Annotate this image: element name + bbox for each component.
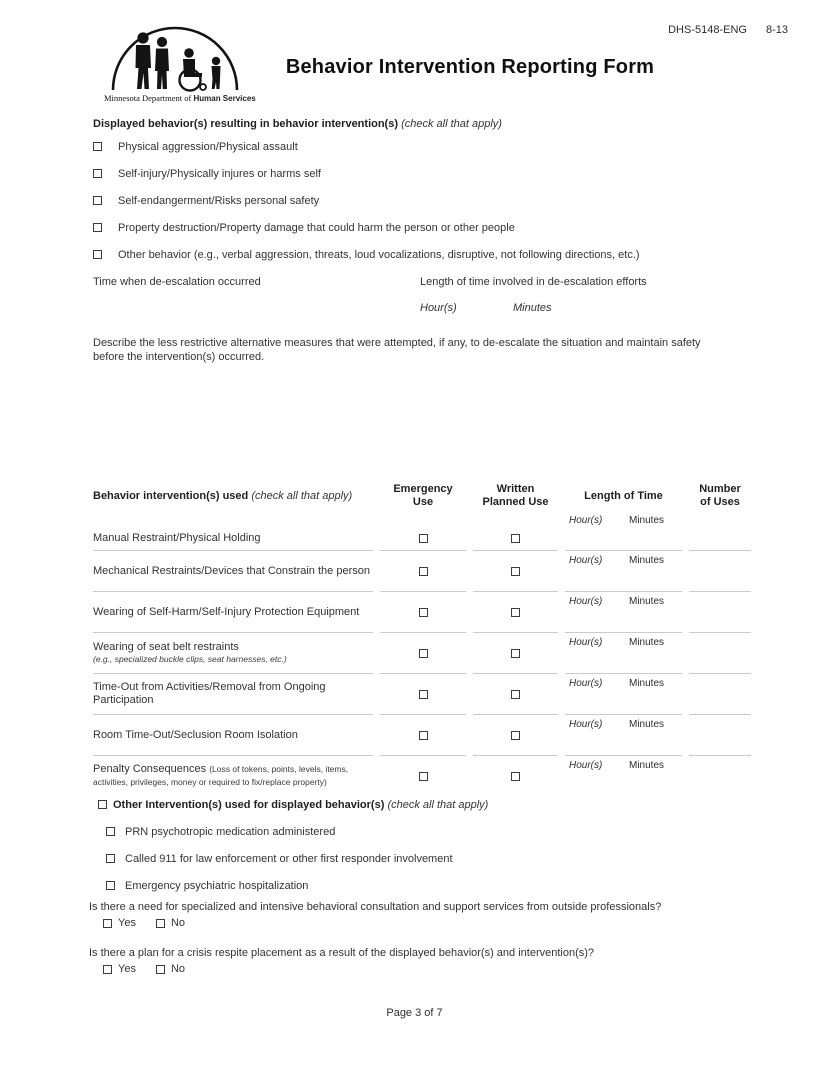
minutes-label: Minutes bbox=[629, 596, 665, 607]
col-length-of-time: Length of Time bbox=[584, 489, 663, 502]
intervention-label: Time-Out from Activities/Removal from Ongoing Participation bbox=[93, 673, 373, 714]
intervention-label: Mechanical Restraints/Devices that Constrain the person bbox=[93, 550, 373, 591]
behavior-checkbox[interactable] bbox=[93, 142, 102, 151]
col-number-of-uses: Number of Uses bbox=[699, 483, 741, 508]
yes-label: Yes bbox=[118, 963, 136, 975]
behavior-label: Property destruction/Property damage that could harm the person or other people bbox=[118, 222, 515, 234]
other-interventions-heading bbox=[98, 799, 778, 812]
heading-note: (check all that apply) bbox=[387, 799, 489, 811]
hours-label: Hour(s) bbox=[569, 760, 603, 771]
intervention-label: Room Time-Out/Seclusion Room Isolation bbox=[93, 714, 373, 755]
intervention-row bbox=[93, 526, 751, 550]
written-planned-use-checkbox[interactable] bbox=[511, 690, 520, 699]
no-checkbox[interactable] bbox=[156, 919, 165, 928]
behavior-item bbox=[93, 222, 773, 235]
question-text: Is there a need for specialized and intensive behavioral consultation and support services from outside professionals? bbox=[89, 901, 662, 913]
no-label: No bbox=[170, 917, 186, 929]
hours-label: Hour(s) bbox=[569, 678, 603, 689]
col-emergency-use: Emergency Use bbox=[393, 483, 453, 508]
other-intervention-item bbox=[106, 826, 778, 839]
intervention-row bbox=[93, 632, 751, 673]
behavior-item bbox=[93, 249, 773, 262]
logo-caption bbox=[104, 93, 256, 103]
emergency-use-checkbox[interactable] bbox=[419, 567, 428, 576]
yes-no-row bbox=[103, 963, 809, 976]
other-intervention-item bbox=[106, 853, 778, 866]
intervention-row bbox=[93, 673, 751, 714]
page-title: Behavior Intervention Reporting Form bbox=[285, 56, 655, 78]
units-cell bbox=[565, 511, 682, 526]
length-of-time-cell bbox=[565, 673, 682, 714]
emergency-use-checkbox[interactable] bbox=[419, 772, 428, 781]
emergency-use-checkbox[interactable] bbox=[419, 690, 428, 699]
number-of-uses-cell bbox=[689, 526, 751, 550]
hours-label: Hour(s) bbox=[569, 515, 603, 526]
form-revision: 8-13 bbox=[765, 24, 788, 36]
people-arch-icon bbox=[110, 26, 240, 92]
heading-note: (check all that apply) bbox=[401, 118, 502, 130]
logo-text-bold: Human Services bbox=[193, 94, 256, 103]
intervention-row bbox=[93, 755, 751, 796]
form-reference bbox=[668, 24, 788, 36]
behavior-label: Other behavior (e.g., verbal aggression, threats, loud vocalizations, disruptive, not following directions, etc.) bbox=[118, 249, 640, 261]
form-number: DHS-5148-ENG bbox=[668, 24, 747, 36]
behavior-label: Self-endangerment/Risks personal safety bbox=[118, 195, 320, 207]
length-of-time-cell bbox=[565, 714, 682, 755]
behavior-checkbox[interactable] bbox=[93, 223, 102, 232]
minutes-label: Minutes bbox=[629, 760, 665, 771]
intervention-label bbox=[93, 632, 373, 673]
interventions-header-row bbox=[93, 481, 751, 511]
other-intervention-label: PRN psychotropic medication administered bbox=[125, 826, 336, 838]
minutes-label: Minutes bbox=[629, 719, 665, 730]
minutes-label: Minutes bbox=[513, 302, 552, 314]
displayed-behaviors-section bbox=[93, 118, 773, 276]
number-of-uses-cell bbox=[689, 673, 751, 714]
behavior-item bbox=[93, 195, 773, 208]
mn-dhs-logo bbox=[104, 26, 256, 103]
hours-label: Hour(s) bbox=[420, 302, 457, 314]
hours-label: Hour(s) bbox=[569, 719, 603, 730]
deescalation-length-label: Length of time involved in de-escalation efforts bbox=[420, 276, 647, 288]
no-label: No bbox=[170, 963, 186, 975]
logo-text-regular: Minnesota Department of bbox=[104, 93, 194, 103]
emergency-use-checkbox[interactable] bbox=[419, 608, 428, 617]
other-interventions-section bbox=[98, 799, 778, 907]
intervention-label-main: Penalty Consequences bbox=[93, 763, 207, 775]
behavior-item bbox=[93, 141, 773, 154]
length-of-time-cell bbox=[565, 632, 682, 673]
other-intervention-checkbox[interactable] bbox=[106, 854, 115, 863]
deescalation-labels-row bbox=[93, 276, 805, 289]
units-subheader-row bbox=[93, 511, 751, 526]
emergency-use-checkbox[interactable] bbox=[419, 534, 428, 543]
number-of-uses-cell bbox=[689, 591, 751, 632]
emergency-use-checkbox[interactable] bbox=[419, 731, 428, 740]
other-intervention-label: Called 911 for law enforcement or other first responder involvement bbox=[125, 853, 453, 865]
written-planned-use-checkbox[interactable] bbox=[511, 608, 520, 617]
intervention-row bbox=[93, 550, 751, 591]
other-intervention-checkbox[interactable] bbox=[106, 881, 115, 890]
intervention-label-note: (e.g., specialized buckle clips, seat harnesses, etc.) bbox=[93, 654, 287, 664]
heading-text: Behavior intervention(s) used bbox=[93, 489, 249, 502]
hours-label: Hour(s) bbox=[569, 637, 603, 648]
interventions-heading bbox=[93, 481, 373, 511]
minutes-label: Minutes bbox=[629, 555, 665, 566]
intervention-label-note: (Loss of tokens, points, levels, items, activities, privileges, money or required to fix/replace property) bbox=[93, 764, 349, 787]
heading-text: Displayed behavior(s) resulting in behavior intervention(s) bbox=[93, 118, 399, 130]
written-planned-use-checkbox[interactable] bbox=[511, 731, 520, 740]
heading-text: Other Intervention(s) used for displayed behavior(s) bbox=[113, 799, 385, 811]
intervention-row bbox=[93, 591, 751, 632]
deescalation-time-label: Time when de-escalation occurred bbox=[93, 276, 261, 288]
heading-note: (check all that apply) bbox=[251, 489, 353, 502]
behavior-label: Self-injury/Physically injures or harms self bbox=[118, 168, 321, 180]
written-planned-use-checkbox[interactable] bbox=[511, 567, 520, 576]
emergency-use-checkbox[interactable] bbox=[419, 649, 428, 658]
length-of-time-cell bbox=[565, 550, 682, 591]
length-of-time-cell bbox=[565, 755, 682, 796]
yes-checkbox[interactable] bbox=[103, 965, 112, 974]
length-of-time-cell bbox=[565, 591, 682, 632]
consultation-question bbox=[89, 901, 809, 930]
intervention-row bbox=[93, 714, 751, 755]
other-intervention-label: Emergency psychiatric hospitalization bbox=[125, 880, 309, 892]
displayed-behaviors-heading bbox=[93, 118, 773, 130]
intervention-label: Manual Restraint/Physical Holding bbox=[93, 531, 261, 544]
yes-label: Yes bbox=[118, 917, 136, 929]
describe-measures-text: Describe the less restrictive alternative measures that were attempted, if any, to de-escalate the situation and maintain safety before the intervention(s) occurred. bbox=[93, 337, 701, 363]
number-of-uses-cell bbox=[689, 550, 751, 591]
crisis-respite-question bbox=[89, 947, 809, 976]
deescalation-units-row bbox=[93, 302, 805, 315]
no-checkbox[interactable] bbox=[156, 965, 165, 974]
col-written-planned-use: Written Planned Use bbox=[482, 483, 549, 508]
minutes-label: Minutes bbox=[629, 678, 665, 689]
length-of-time-cell bbox=[565, 526, 682, 550]
other-intervention-item bbox=[106, 880, 778, 893]
intervention-label-main: Wearing of seat belt restraints bbox=[93, 641, 239, 653]
hours-label: Hour(s) bbox=[569, 596, 603, 607]
written-planned-use-checkbox[interactable] bbox=[511, 649, 520, 658]
written-planned-use-checkbox[interactable] bbox=[511, 534, 520, 543]
written-planned-use-checkbox[interactable] bbox=[511, 772, 520, 781]
question-text: Is there a plan for a crisis respite placement as a result of the displayed behavior(s) and intervention(s)? bbox=[89, 947, 595, 959]
other-intervention-checkbox[interactable] bbox=[106, 827, 115, 836]
behavior-checkbox[interactable] bbox=[93, 250, 102, 259]
number-of-uses-cell bbox=[689, 632, 751, 673]
yes-checkbox[interactable] bbox=[103, 919, 112, 928]
hours-label: Hour(s) bbox=[569, 555, 603, 566]
behavior-label: Physical aggression/Physical assault bbox=[118, 141, 298, 153]
number-of-uses-cell bbox=[689, 714, 751, 755]
intervention-label: Wearing of Self-Harm/Self-Injury Protection Equipment bbox=[93, 591, 373, 632]
number-of-uses-cell bbox=[689, 755, 751, 796]
behavior-checkbox[interactable] bbox=[93, 169, 102, 178]
deescalation-section bbox=[93, 276, 805, 364]
interventions-table bbox=[86, 481, 758, 796]
behavior-item bbox=[93, 168, 773, 181]
minutes-label: Minutes bbox=[629, 637, 665, 648]
page-number: Page 3 of 7 bbox=[386, 1007, 443, 1019]
other-interventions-checkbox[interactable] bbox=[98, 800, 107, 809]
behavior-checkbox[interactable] bbox=[93, 196, 102, 205]
intervention-label bbox=[93, 755, 373, 796]
yes-no-row bbox=[103, 917, 809, 930]
minutes-label: Minutes bbox=[629, 515, 665, 526]
